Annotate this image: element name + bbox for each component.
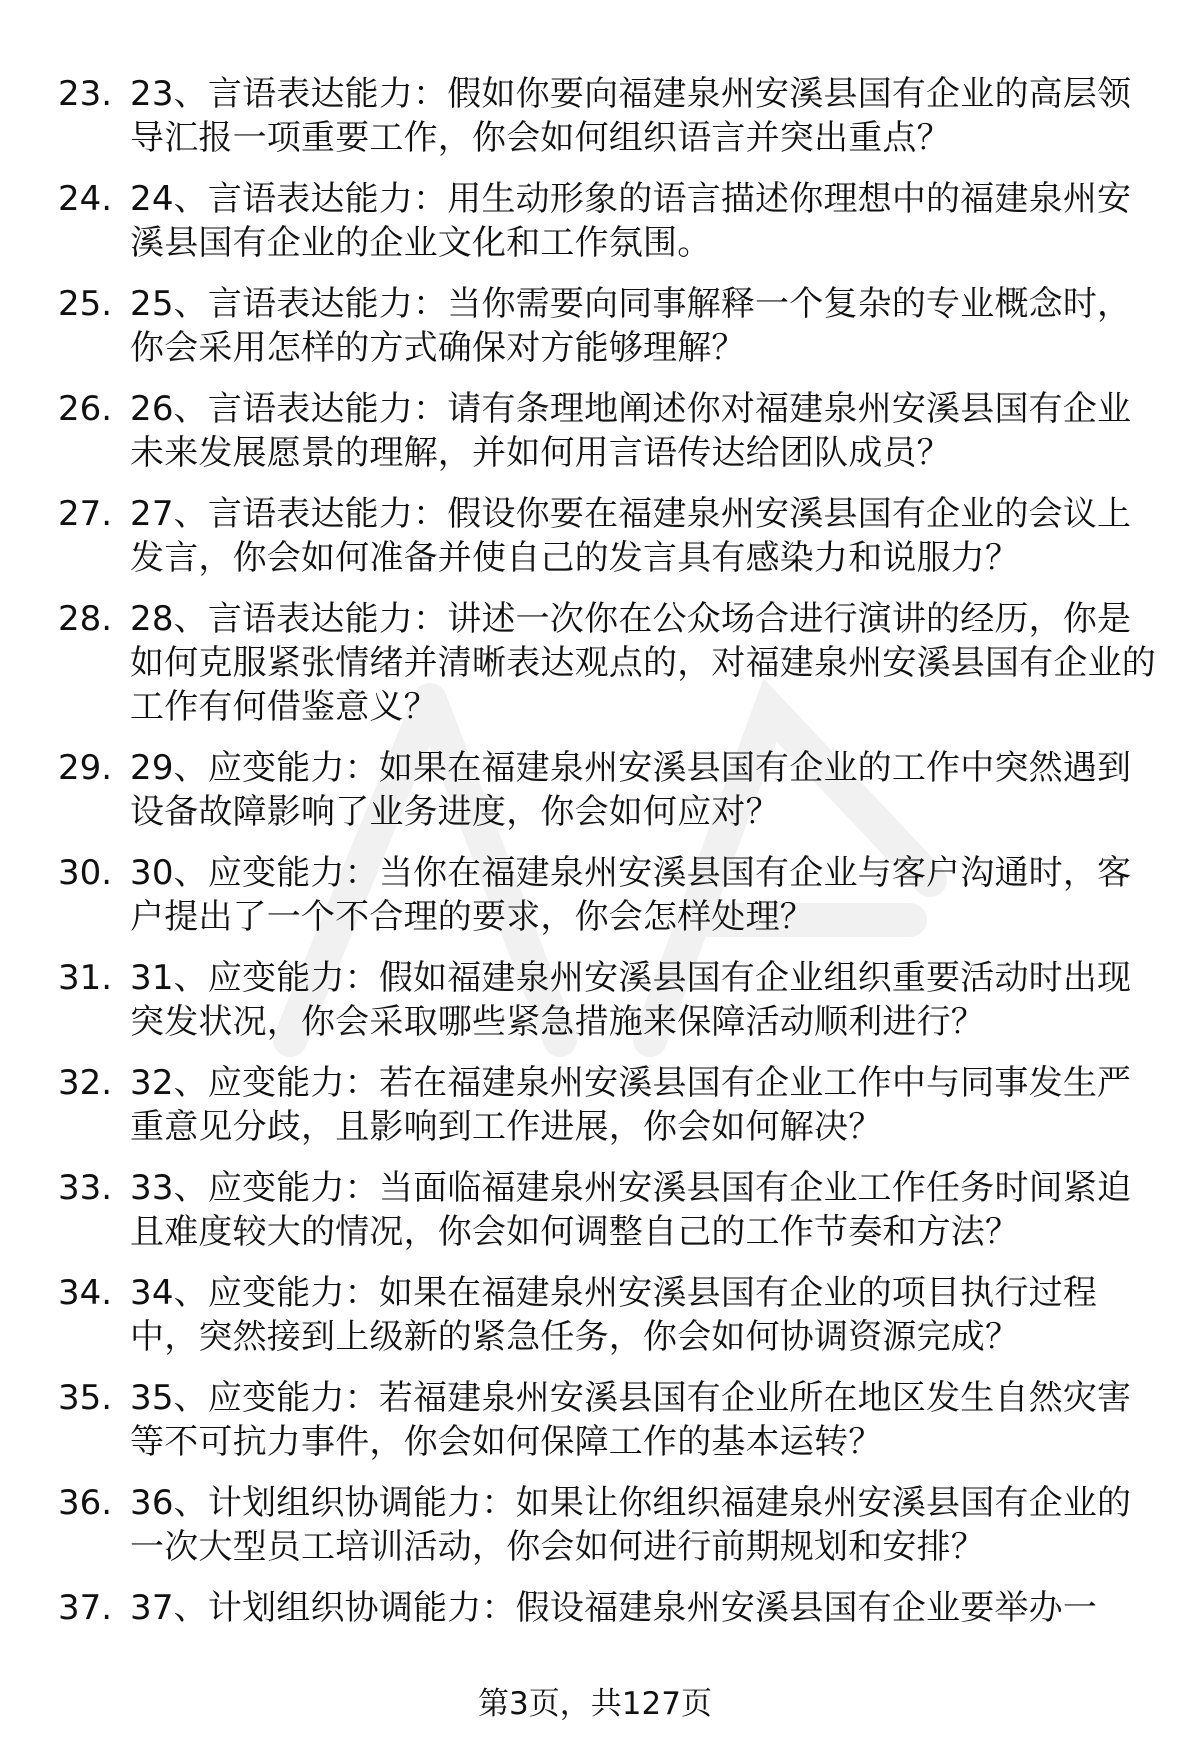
list-item (0, 177, 1190, 265)
list-item (0, 956, 1190, 1044)
item-text: 31、应变能力：假如福建泉州安溪县国有企业组织重要活动时出现突发状况，你会采取哪些紧急措施来保障活动顺利进行？ (130, 958, 1132, 1042)
item-number: 25. (58, 284, 113, 324)
list-item (0, 387, 1190, 475)
item-text: 33、应变能力：当面临福建泉州安溪县国有企业工作任务时间紧迫且难度较大的情况，你会如何调整自己的工作节奏和方法？ (130, 1168, 1132, 1252)
item-text: 27、言语表达能力：假设你要在福建泉州安溪县国有企业的会议上发言，你会如何准备并使自己的发言具有感染力和说服力？ (130, 494, 1132, 578)
list-item (0, 1166, 1190, 1254)
item-text: 26、言语表达能力：请有条理地阐述你对福建泉州安溪县国有企业未来发展愿景的理解，并如何用言语传达给团队成员？ (130, 389, 1132, 473)
list-item (0, 72, 1190, 160)
item-number: 34. (58, 1273, 113, 1313)
list-item (0, 1376, 1190, 1464)
item-text: 23、言语表达能力：假如你要向福建泉州安溪县国有企业的高层领导汇报一项重要工作，你会如何组织语言并突出重点？ (130, 74, 1132, 158)
list-item (0, 1586, 1190, 1630)
question-list (0, 72, 1190, 1647)
item-number: 33. (58, 1168, 113, 1208)
list-item (0, 1271, 1190, 1359)
list-item (0, 492, 1190, 580)
item-number: 28. (58, 599, 113, 639)
item-text: 35、应变能力：若福建泉州安溪县国有企业所在地区发生自然灾害等不可抗力事件，你会如何保障工作的基本运转？ (130, 1378, 1132, 1462)
list-item (0, 1061, 1190, 1149)
item-text: 29、应变能力：如果在福建泉州安溪县国有企业的工作中突然遇到设备故障影响了业务进度，你会如何应对？ (130, 748, 1132, 832)
list-item (0, 851, 1190, 939)
item-text: 36、计划组织协调能力：如果让你组织福建泉州安溪县国有企业的一次大型员工培训活动，你会如何进行前期规划和安排？ (130, 1483, 1132, 1567)
list-item (0, 282, 1190, 370)
page-footer: 第3页，共127页 (478, 1686, 712, 1722)
item-number: 37. (58, 1588, 113, 1628)
item-number: 35. (58, 1378, 113, 1418)
item-text: 34、应变能力：如果在福建泉州安溪县国有企业的项目执行过程中，突然接到上级新的紧急任务，你会如何协调资源完成？ (130, 1273, 1098, 1357)
list-item (0, 1481, 1190, 1569)
list-item (0, 746, 1190, 834)
item-number: 32. (58, 1063, 113, 1103)
item-number: 31. (58, 958, 113, 998)
item-text: 32、应变能力：若在福建泉州安溪县国有企业工作中与同事发生严重意见分歧，且影响到工作进展，你会如何解决？ (130, 1063, 1132, 1147)
item-text: 30、应变能力：当你在福建泉州安溪县国有企业与客户沟通时，客户提出了一个不合理的要求，你会怎样处理？ (130, 853, 1132, 937)
list-item (0, 597, 1190, 729)
item-number: 30. (58, 853, 113, 893)
item-text: 25、言语表达能力：当你需要向同事解释一个复杂的专业概念时，你会采用怎样的方式确保对方能够理解？ (130, 284, 1132, 368)
item-number: 29. (58, 748, 113, 788)
item-number: 24. (58, 179, 113, 219)
item-number: 23. (58, 74, 113, 114)
item-text: 24、言语表达能力：用生动形象的语言描述你理想中的福建泉州安溪县国有企业的企业文化和工作氛围。 (130, 179, 1132, 263)
item-text: 28、言语表达能力：讲述一次你在公众场合进行演讲的经历，你是如何克服紧张情绪并清晰表达观点的，对福建泉州安溪县国有企业的工作有何借鉴意义？ (130, 599, 1156, 727)
item-text: 37、计划组织协调能力：假设福建泉州安溪县国有企业要举办一 (130, 1588, 1098, 1628)
item-number: 26. (58, 389, 113, 429)
item-number: 27. (58, 494, 113, 534)
item-number: 36. (58, 1483, 113, 1523)
